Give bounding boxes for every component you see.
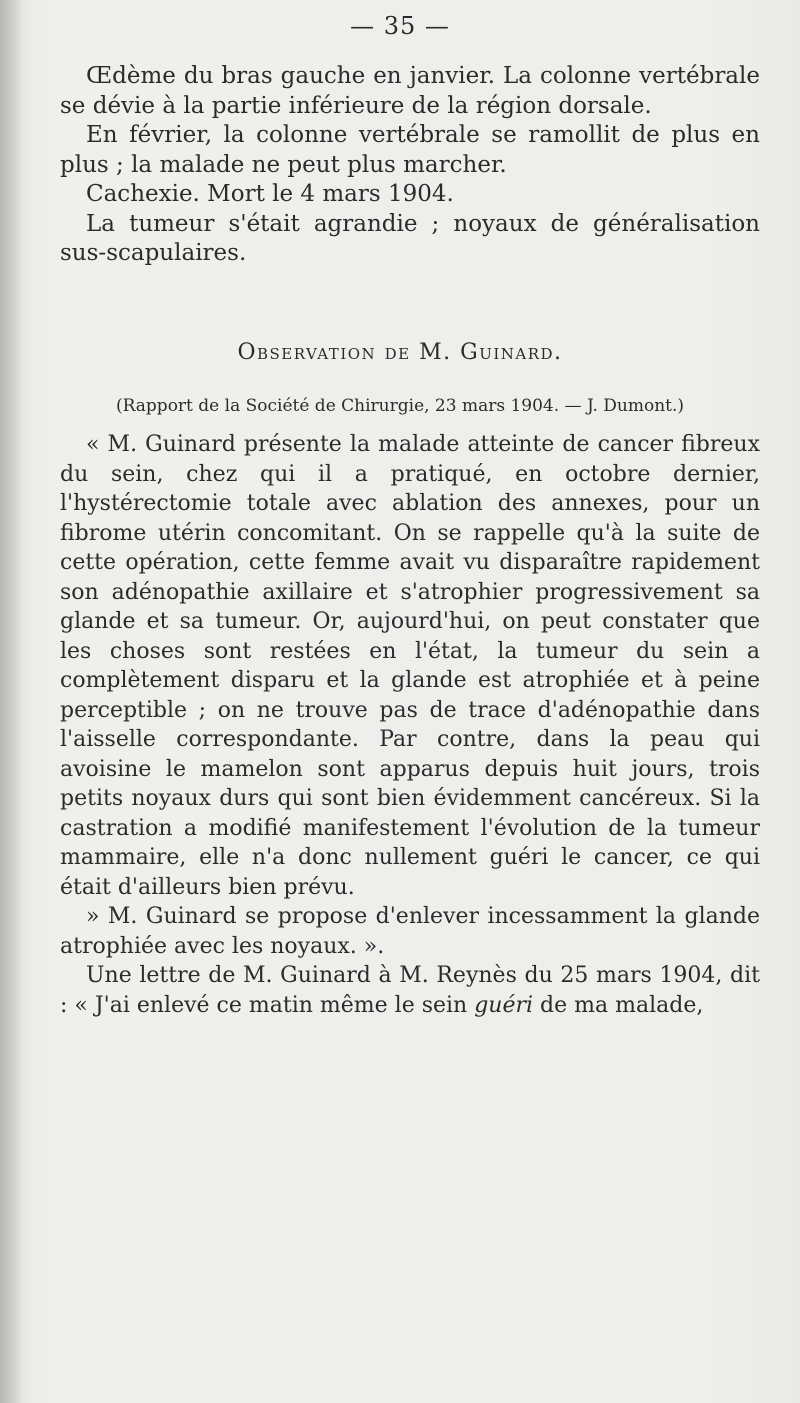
paragraph-oedeme: Œdème du bras gauche en janvier. La colonne vertébrale se dévie à la partie inférieure de la région dorsale. [60, 63, 760, 119]
letter-text-start: Une lettre de M. Guinard à M. Reynès du 25 mars 1904, dit : « J'ai enlevé ce matin même le sein [60, 963, 760, 1018]
page-binding-shadow [0, 0, 22, 1403]
letter-text-end: de ma malade, [533, 992, 704, 1018]
paragraph-proposition: » M. Guinard se propose d'enlever incessamment la glande atrophiée avec les noyaux. ». [60, 904, 760, 959]
paragraph-presentation: « M. Guinard présente la malade atteinte de cancer fibreux du sein, chez qui il a pratiqué, en octobre dernier, l'hystérectomie totale avec ablation des annexes, pour un fibrome utérin concomitant. On se rappelle qu'à la suite de cette opération, cette femme avait vu disparaître rapidement son adénopathie axillaire et s'atrophier progressivement sa glande et sa tumeur. Or, aujourd'hui, on peut constater que les choses sont restées en l'état, la tumeur du sein a complètement disparu et la glande est atrophiée et à peine perceptible ; on ne trouve pas de trace d'adénopathie dans l'aisselle correspondante. Par contre, dans la peau qui avoisine le mamelon sont apparus depuis huit jours, trois petits noyaux durs qui sont bien évidemment cancéreux. Si la castration a modifié manifestement l'évolution de la tumeur mammaire, elle n'a donc nullement guéri le cancer, ce qui était d'ailleurs bien prévu. [60, 432, 760, 900]
paragraph-cachexie: Cachexie. Mort le 4 mars 1904. [86, 181, 454, 207]
paragraph-tumeur: La tumeur s'était agrandie ; noyaux de généralisation sus-scapulaires. [60, 210, 760, 266]
letter-emphasis: guéri [474, 992, 534, 1018]
observation-source: (Rapport de la Société de Chirurgie, 23 mars 1904. — J. Dumont.) [115, 396, 685, 416]
intro-text [60, 62, 760, 269]
page-number: — 35 — [350, 12, 450, 40]
paragraph-lettre [60, 961, 760, 1020]
paragraph-fevrier: En février, la colonne vertébrale se ramollit de plus en plus ; la malade ne peut plus marcher. [60, 122, 760, 178]
observation-body [60, 430, 760, 1020]
observation-title: Observation de M. Guinard. [237, 340, 563, 365]
